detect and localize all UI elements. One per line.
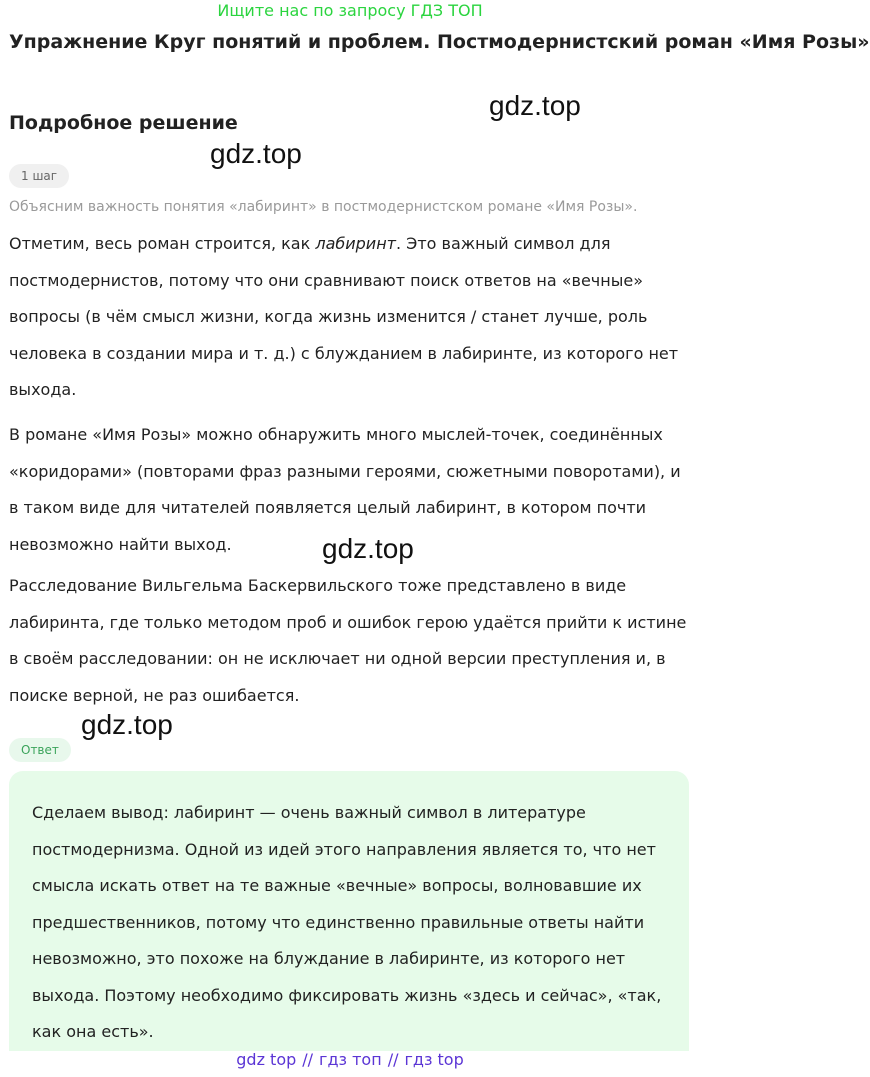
footer-link[interactable]: гдз top — [404, 1050, 464, 1069]
watermark: gdz.top — [81, 709, 173, 740]
paragraph-text: . Это важный символ для постмодернистов, потому что они сравнивают поиск ответов на «вечные» вопросы (в чём смысл жизни, когда жизнь изменится / станет лучше, роль человека в создании мира и т. д.) с блужданием в лабиринте, из которого нет выхода. — [9, 234, 679, 399]
emphasis-term: лабиринт — [315, 234, 396, 253]
footer-link[interactable]: gdz top — [236, 1050, 297, 1069]
solution-paragraph-2: В романе «Имя Розы» можно обнаружить много мыслей-точек, соединённых «коридорами» (повторами фраз разными героями, сюжетными поворотами), и в таком виде для читателей появляется целый лабиринт, в котором почти невозможно найти выход. — [9, 425, 681, 554]
watermark: gdz.top — [210, 138, 302, 169]
step-badge: 1 шаг — [9, 164, 69, 188]
solution-paragraph-3: Расследование Вильгельма Баскервильского тоже представлено в виде лабиринта, где только методом проб и ошибок герою удаётся прийти к истине в своём расследовании: он не исключает ни одной версии преступления и, в поиске верной, не раз ошибается. — [9, 576, 687, 705]
answer-text: Сделаем вывод: лабиринт — очень важный символ в литературе постмодернизма. Одной из идей этого направления является то, что нет смысла искать ответ на те важные «вечные» вопросы, волновавшие их предшественников, потому что единственно правильные ответы найти невозможно, это похоже на блуждание в лабиринте, из которого нет выхода. Поэтому необходимо фиксировать жизнь «здесь и сейчас», «так, как она есть». — [32, 803, 662, 1041]
section-heading: Подробное решение — [9, 112, 238, 134]
search-banner: Ищите нас по запросу ГДЗ ТОП — [217, 1, 483, 20]
footer-separator: // — [302, 1050, 314, 1069]
step-description: Объясним важность понятия «лабиринт» в постмодернистском романе «Имя Розы». — [9, 199, 638, 215]
footer-links — [0, 1050, 700, 1069]
watermark: gdz.top — [322, 533, 414, 564]
footer-link[interactable]: гдз топ — [319, 1050, 382, 1069]
watermark: gdz.top — [489, 90, 581, 121]
solution-paragraph-1 — [9, 226, 689, 409]
answer-badge: Ответ — [9, 738, 71, 762]
footer-separator: // — [387, 1050, 399, 1069]
paragraph-text: Отметим, весь роман строится, как — [9, 234, 316, 253]
page-title: Упражнение Круг понятий и проблем. Постмодернистский роман «Имя Розы» — [9, 31, 870, 53]
